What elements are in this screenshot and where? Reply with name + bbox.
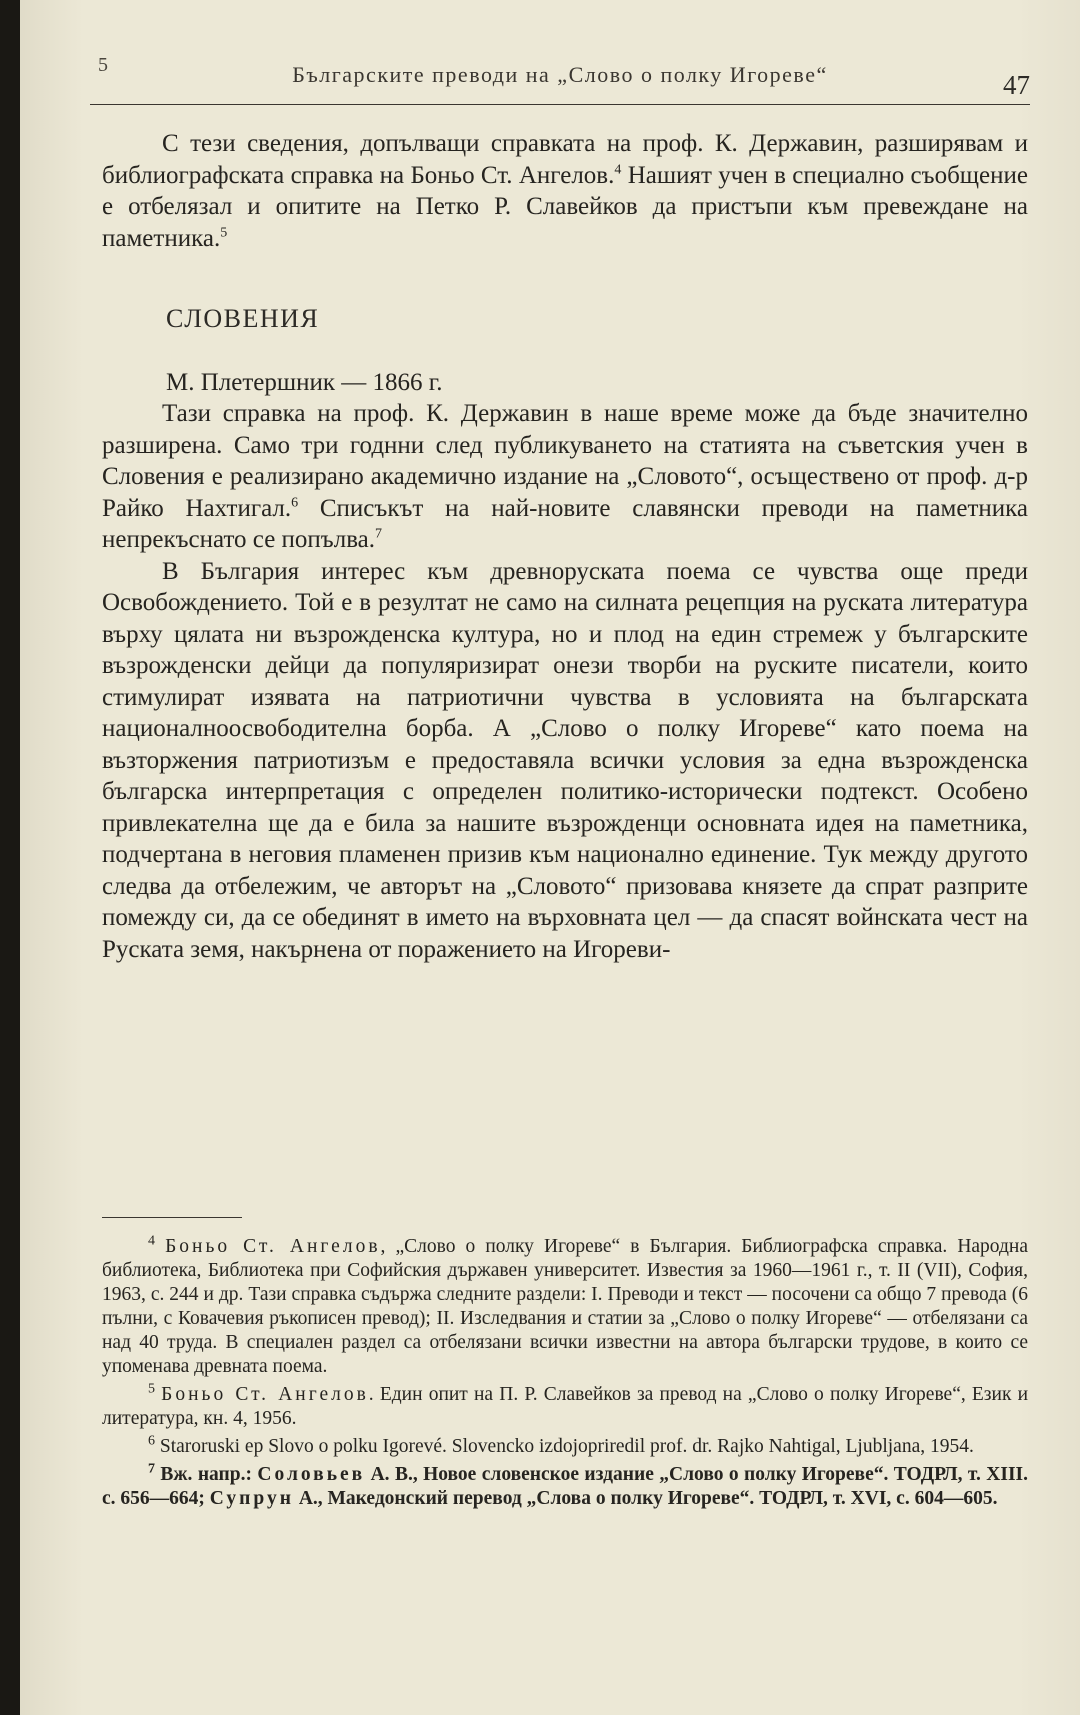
footnote-divider [102, 1217, 242, 1218]
footnote-author: Боньо Ст. Ангелов [161, 1384, 369, 1405]
section-heading: СЛОВЕНИЯ [166, 304, 320, 333]
footnotes [102, 1235, 1028, 1511]
footnote-6: $^6$ Staroruski ep Slovo o polku Igorevé. Slovencko izdojopriredil prof. dr. Rajko Nahtigal, Ljubljana, 1954. [148, 1433, 974, 1457]
section-subheading: М. Плетершник — 1866 г. [166, 369, 443, 396]
footnote-author: Супрун [209, 1488, 294, 1509]
footnote-ref-6: 6 [291, 495, 299, 511]
page-header [90, 48, 1030, 105]
signature-mark: 5 [98, 54, 108, 76]
intro-paragraph: С тези сведения, допълващи справката на проф. К. Державин, разширявам и библиографската справка на Боньо Ст. Ангелов.$^4$ Нашият учен в специално съобщение е отбелязал и опитите на Петко Р. Славейков да пристъпи към превеждане на паметника.$^5$ [102, 130, 1028, 252]
paragraph-slovenia: Тази справка на проф. К. Державин в наше време може да бъде значително разширена. Само три годнни след публикуването на статията на съветския учен в Словения е реализирано академично издание на „Словото“, осъществено от проф. д-р Райко Нахтигал.$^6$ Списъкът на най-новите славянски преводи на паметника непрекъснато се попълва.$^7$ [102, 400, 1028, 553]
footnote-ref-7: 7 [375, 526, 383, 542]
footnote-ref-5: 5 [220, 225, 228, 241]
footnote-4: $^4$ Боньо Ст. Ангелов, „Слово о полку Игореве“ в България. Библиографска справка. Народна библиотека, Библиотека при Софийския държавен университет. Известия за 1960—1961 г., т. II (VII), София, 1963, с. 244 и др. Тази справка съдържа следните раздели: I. Преводи и текст — посочени са общо 7 превода (6 пълни, с Ковачевия ръкописен превод); II. Изследвания и статии за „Слово о полку Игореве“ — отбелязани са над 40 труда. В специален раздел са отбелязани всички известни на автора български трудове, в които се упоменава древната поема. [102, 1233, 1029, 1377]
running-title: Българските преводи на „Слово о полку Игореве“ [292, 62, 828, 87]
footnote-7: $^7$ Вж. напр.: Соловьев А. В., Новое словенское издание „Слово о полку Игореве“. ТОДРЛ, т. XIII. с. 656—664; Супрун А., Македонский перевод „Слова о полку Игореве“. ТОДРЛ, т. XVI, с. 604—605. [102, 1461, 1029, 1509]
footnote-author: Боньо Ст. Ангелов [165, 1236, 381, 1257]
main-text [102, 128, 1028, 965]
page-number: 47 [1003, 70, 1030, 100]
footnote-ref-4: 4 [614, 162, 622, 178]
paragraph-bulgaria: В България интерес към древноруската поема се чувства още преди Освобождението. Той е в резултат не само на силната рецепция на руската литература върху цялата ни възрожденска култура, но и плод на един стремеж у българските възрожденски дейци да популяризират онези творби на руските писатели, които стимулират изявата на патриотични чувства в условията на българската националноосвободителна борба. А „Слово о полку Игореве“ като поема на възторжения патриотизъм е предоставяла всички условия за една възрожденска българска интерпретация с определен политико-исторически подтекст. Особено привлекателна ще да е била за нашите възрожденци основната идея на паметника, подчертана в неговия пламенен призив към национално единение. Тук между другото следва да отбележим, че авторът на „Словото“ призовава князете да спрат разприте помежду си, да се обединят в името на върховната цел — да спасят войнската чест на Руската земя, накърнена от поражението на Игореви- [102, 557, 1028, 963]
footnote-author: Соловьев [257, 1464, 366, 1485]
book-page [20, 0, 1080, 1715]
footnote-5: $^5$ Боньо Ст. Ангелов. Един опит на П. Р. Славейков за превод на „Слово о полку Игореве“, Език и литература, кн. 4, 1956. [102, 1381, 1029, 1429]
